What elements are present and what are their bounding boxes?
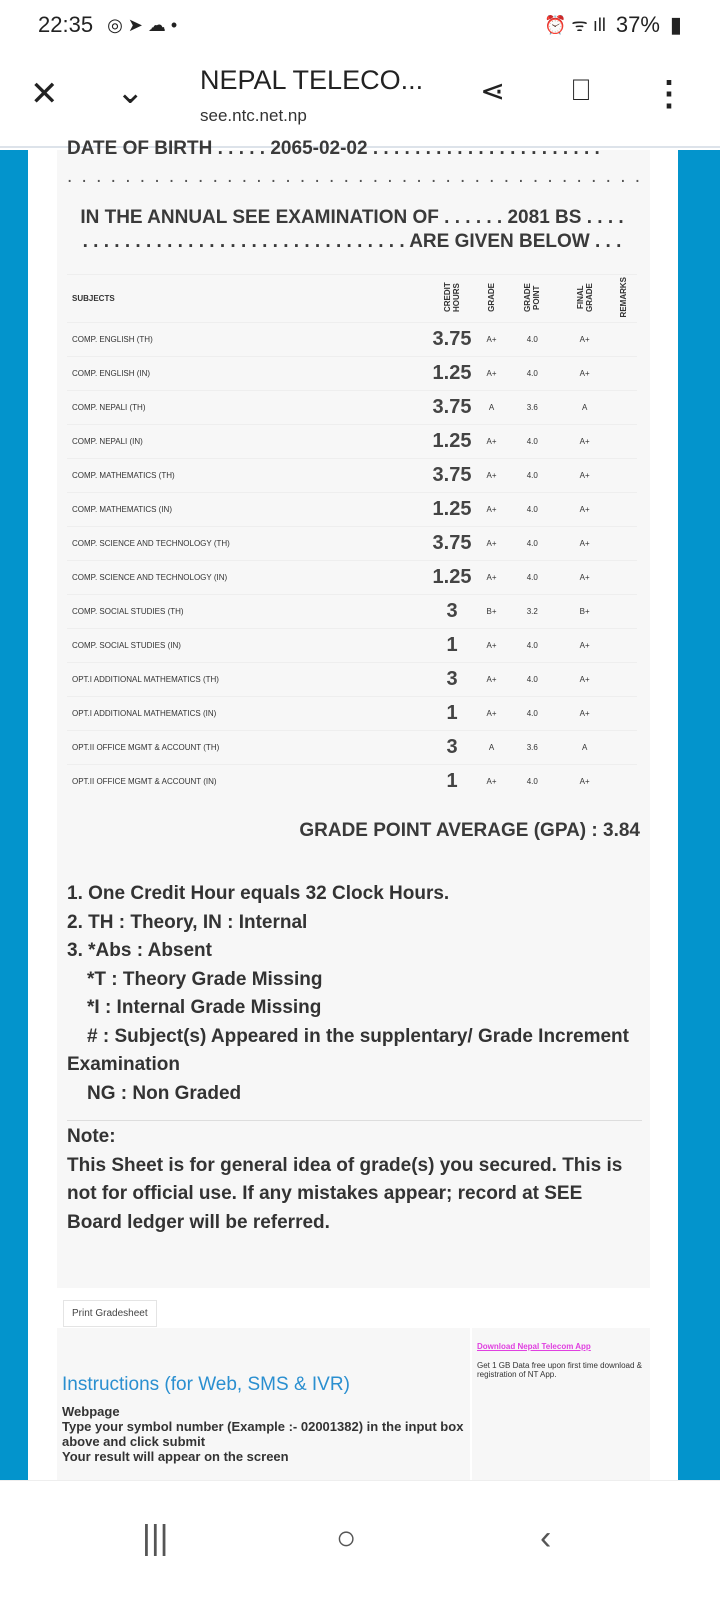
table-cell: 4.0 bbox=[506, 527, 558, 561]
table-row bbox=[67, 697, 637, 731]
table-cell: COMP. SCIENCE AND TECHNOLOGY (TH) bbox=[67, 527, 427, 561]
android-nav-bar bbox=[0, 1480, 720, 1600]
bookmark-icon[interactable]: ⎕ bbox=[572, 74, 590, 107]
table-cell: 1 bbox=[427, 629, 477, 663]
table-cell: COMP. ENGLISH (IN) bbox=[67, 357, 427, 391]
table-row bbox=[67, 765, 637, 799]
table-cell: 4.0 bbox=[506, 561, 558, 595]
page-url[interactable]: see.ntc.net.np bbox=[200, 106, 307, 125]
close-icon[interactable]: ✕ bbox=[30, 75, 59, 113]
table-cell: 4.0 bbox=[506, 765, 558, 799]
column-header-label: REMARKS bbox=[619, 277, 629, 318]
promo-text: Get 1 GB Data free upon first time download & registration of NT App. bbox=[477, 1361, 642, 1379]
note-item: 3. *Abs : Absent bbox=[67, 940, 212, 961]
table-cell: COMP. MATHEMATICS (TH) bbox=[67, 459, 427, 493]
table-cell: A+ bbox=[477, 697, 506, 731]
table-cell: 3 bbox=[427, 663, 477, 697]
table-row bbox=[67, 357, 637, 391]
alarm-wifi-signal-icons: ⏰ ᯤ ıll bbox=[543, 15, 606, 35]
table-cell: A+ bbox=[477, 323, 506, 357]
table-cell: A+ bbox=[558, 459, 610, 493]
share-icon[interactable]: ⋖ bbox=[480, 75, 506, 108]
table-cell: A+ bbox=[477, 527, 506, 561]
page-border-right bbox=[678, 150, 720, 1480]
table-cell: A+ bbox=[477, 493, 506, 527]
page-title: NEPAL TELECO... bbox=[200, 65, 424, 95]
table-row bbox=[67, 459, 637, 493]
table-cell bbox=[611, 561, 637, 595]
table-cell: A+ bbox=[558, 425, 610, 459]
notes bbox=[67, 880, 642, 1237]
table-cell: COMP. ENGLISH (TH) bbox=[67, 323, 427, 357]
table-cell: COMP. SOCIAL STUDIES (TH) bbox=[67, 595, 427, 629]
table-cell bbox=[611, 493, 637, 527]
table-cell: A+ bbox=[477, 357, 506, 391]
table-cell: A bbox=[477, 391, 506, 425]
table-row bbox=[67, 731, 637, 765]
column-header-label: GRADE bbox=[487, 283, 497, 312]
table-cell: 3.75 bbox=[427, 459, 477, 493]
table-row bbox=[67, 595, 637, 629]
table-cell: OPT.I ADDITIONAL MATHEMATICS (IN) bbox=[67, 697, 427, 731]
table-row bbox=[67, 629, 637, 663]
column-header bbox=[427, 275, 477, 323]
table-cell: 4.0 bbox=[506, 459, 558, 493]
exam-line-1: IN THE ANNUAL SEE EXAMINATION OF . . . . . . 2081 BS . . . . bbox=[80, 207, 624, 228]
instr-text: ) in the input box above and click submit bbox=[62, 1419, 464, 1449]
table-cell: A+ bbox=[477, 765, 506, 799]
web-content bbox=[0, 138, 720, 1480]
table-cell bbox=[611, 391, 637, 425]
table-cell: 4.0 bbox=[506, 697, 558, 731]
table-cell: 1.25 bbox=[427, 425, 477, 459]
table-cell: A bbox=[558, 391, 610, 425]
table-cell: COMP. MATHEMATICS (IN) bbox=[67, 493, 427, 527]
table-cell: A+ bbox=[558, 493, 610, 527]
column-header: SUBJECTS bbox=[67, 275, 427, 323]
table-cell: 4.0 bbox=[506, 493, 558, 527]
table-cell: A+ bbox=[477, 561, 506, 595]
exam-statement bbox=[67, 206, 637, 254]
table-cell bbox=[611, 527, 637, 561]
note-item: *I : Internal Grade Missing bbox=[87, 997, 322, 1018]
print-gradesheet-button[interactable]: Print Gradesheet bbox=[63, 1300, 157, 1327]
notification-icons: ◎ ➤ ☁ • bbox=[107, 14, 178, 35]
note-item: 1. One Credit Hour equals 32 Clock Hours. bbox=[67, 883, 450, 904]
battery-icon: ▮ bbox=[669, 12, 682, 37]
table-cell bbox=[611, 323, 637, 357]
table-row bbox=[67, 663, 637, 697]
table-cell bbox=[611, 459, 637, 493]
date-of-birth: DATE OF BIRTH . . . . . 2065-02-02 . . . . . . . . . . . . . . . . . . . . . . bbox=[67, 138, 600, 159]
table-cell: 4.0 bbox=[506, 629, 558, 663]
table-cell: 3 bbox=[427, 595, 477, 629]
clock: 22:35 bbox=[38, 12, 94, 37]
table-cell: A bbox=[477, 731, 506, 765]
table-cell: 3.75 bbox=[427, 323, 477, 357]
table-cell: A+ bbox=[558, 663, 610, 697]
table-cell: 4.0 bbox=[506, 323, 558, 357]
table-row bbox=[67, 323, 637, 357]
instructions-section bbox=[57, 1328, 470, 1488]
column-header bbox=[611, 275, 637, 323]
note-item: # : Subject(s) Appeared in the supplentary/ Grade Increment bbox=[87, 1025, 629, 1047]
instr-text: Your result will appear on the screen bbox=[62, 1449, 289, 1464]
dotted-line: . . . . . . . . . . . . . . . . . . . . . . . . . . . . . . . . . . . . . . . . bbox=[67, 166, 643, 187]
column-header-label: FINAL GRADE bbox=[575, 283, 594, 312]
table-cell: A+ bbox=[477, 425, 506, 459]
table-cell: A+ bbox=[558, 527, 610, 561]
more-options-icon[interactable]: ⋮ bbox=[652, 75, 686, 113]
column-header bbox=[558, 275, 610, 323]
column-header bbox=[506, 275, 558, 323]
table-cell: 3.2 bbox=[506, 595, 558, 629]
gpa: GRADE POINT AVERAGE (GPA) : 3.84 bbox=[299, 820, 640, 841]
table-row bbox=[67, 527, 637, 561]
status-bar bbox=[0, 0, 720, 50]
table-cell: OPT.II OFFICE MGMT & ACCOUNT (TH) bbox=[67, 731, 427, 765]
table-cell: 3.75 bbox=[427, 527, 477, 561]
chevron-down-icon[interactable]: ⌄ bbox=[116, 73, 145, 111]
table-cell: 1.25 bbox=[427, 561, 477, 595]
table-cell: B+ bbox=[477, 595, 506, 629]
table-row bbox=[67, 493, 637, 527]
table-cell bbox=[611, 765, 637, 799]
grades-table bbox=[67, 274, 637, 799]
table-cell: OPT.II OFFICE MGMT & ACCOUNT (IN) bbox=[67, 765, 427, 799]
table-cell: 3.6 bbox=[506, 731, 558, 765]
table-cell: 1 bbox=[427, 765, 477, 799]
table-cell bbox=[611, 595, 637, 629]
table-cell: 4.0 bbox=[506, 425, 558, 459]
instructions-subtitle: Webpage bbox=[62, 1404, 120, 1419]
back-icon[interactable]: ‹ bbox=[540, 1519, 552, 1557]
table-row bbox=[67, 425, 637, 459]
note-item: NG : Non Graded bbox=[87, 1082, 242, 1104]
table-cell: 1 bbox=[427, 697, 477, 731]
table-cell bbox=[611, 425, 637, 459]
table-cell bbox=[611, 663, 637, 697]
divider bbox=[67, 1120, 642, 1121]
column-header bbox=[477, 275, 506, 323]
table-cell: A+ bbox=[558, 629, 610, 663]
promo-box bbox=[472, 1328, 650, 1488]
table-cell: A+ bbox=[558, 357, 610, 391]
table-cell: 3.75 bbox=[427, 391, 477, 425]
table-cell: 3.6 bbox=[506, 391, 558, 425]
table-cell: A+ bbox=[477, 663, 506, 697]
instr-text: Type your symbol number ( bbox=[62, 1419, 232, 1434]
table-cell: A+ bbox=[477, 629, 506, 663]
instructions-title: Instructions (for Web, SMS & IVR) bbox=[62, 1374, 350, 1395]
table-cell: OPT.I ADDITIONAL MATHEMATICS (TH) bbox=[67, 663, 427, 697]
table-cell: A bbox=[558, 731, 610, 765]
download-app-link[interactable]: Download Nepal Telecom App bbox=[477, 1342, 591, 1351]
home-icon[interactable]: ○ bbox=[336, 1519, 357, 1557]
column-header-label: GRADE POINT bbox=[523, 283, 542, 312]
table-cell: COMP. SCIENCE AND TECHNOLOGY (IN) bbox=[67, 561, 427, 595]
column-header-label: CREDIT HOURS bbox=[443, 282, 461, 313]
page-border-left bbox=[0, 150, 28, 1480]
instr-example: Example :- 02001382 bbox=[231, 1419, 359, 1434]
table-cell: A+ bbox=[558, 323, 610, 357]
exam-line-2: . . . . . . . . . . . . . . . . . . . . . . . . . . . . . . . ARE GIVEN BELOW . . . bbox=[82, 231, 622, 252]
table-cell: A+ bbox=[477, 459, 506, 493]
table-cell bbox=[611, 697, 637, 731]
table-row bbox=[67, 391, 637, 425]
table-cell: A+ bbox=[558, 765, 610, 799]
table-cell bbox=[611, 357, 637, 391]
table-cell: COMP. NEPALI (TH) bbox=[67, 391, 427, 425]
table-cell: A+ bbox=[558, 561, 610, 595]
table-cell: COMP. SOCIAL STUDIES (IN) bbox=[67, 629, 427, 663]
table-cell: 4.0 bbox=[506, 663, 558, 697]
table-cell: 4.0 bbox=[506, 357, 558, 391]
note-item: Examination bbox=[67, 1054, 180, 1075]
note-item: 2. TH : Theory, IN : Internal bbox=[67, 911, 308, 933]
note-title: Note: bbox=[67, 1126, 116, 1147]
table-cell: B+ bbox=[558, 595, 610, 629]
note-text: This Sheet is for general idea of grade(s) you secured. This is not for official use. If any mistakes appear; record at SEE Board ledger will be referred. bbox=[67, 1154, 623, 1233]
recent-apps-icon[interactable]: ||| bbox=[142, 1519, 169, 1557]
note-item: *T : Theory Grade Missing bbox=[87, 968, 323, 990]
table-cell: 1.25 bbox=[427, 493, 477, 527]
table-cell bbox=[611, 731, 637, 765]
table-cell: 1.25 bbox=[427, 357, 477, 391]
gradesheet bbox=[57, 138, 650, 1288]
table-cell bbox=[611, 629, 637, 663]
table-cell: A+ bbox=[558, 697, 610, 731]
instructions-text bbox=[62, 1404, 472, 1464]
battery-level: 37% bbox=[615, 12, 660, 37]
browser-toolbar bbox=[0, 50, 720, 148]
table-cell: COMP. NEPALI (IN) bbox=[67, 425, 427, 459]
table-cell: 3 bbox=[427, 731, 477, 765]
table-row bbox=[67, 561, 637, 595]
